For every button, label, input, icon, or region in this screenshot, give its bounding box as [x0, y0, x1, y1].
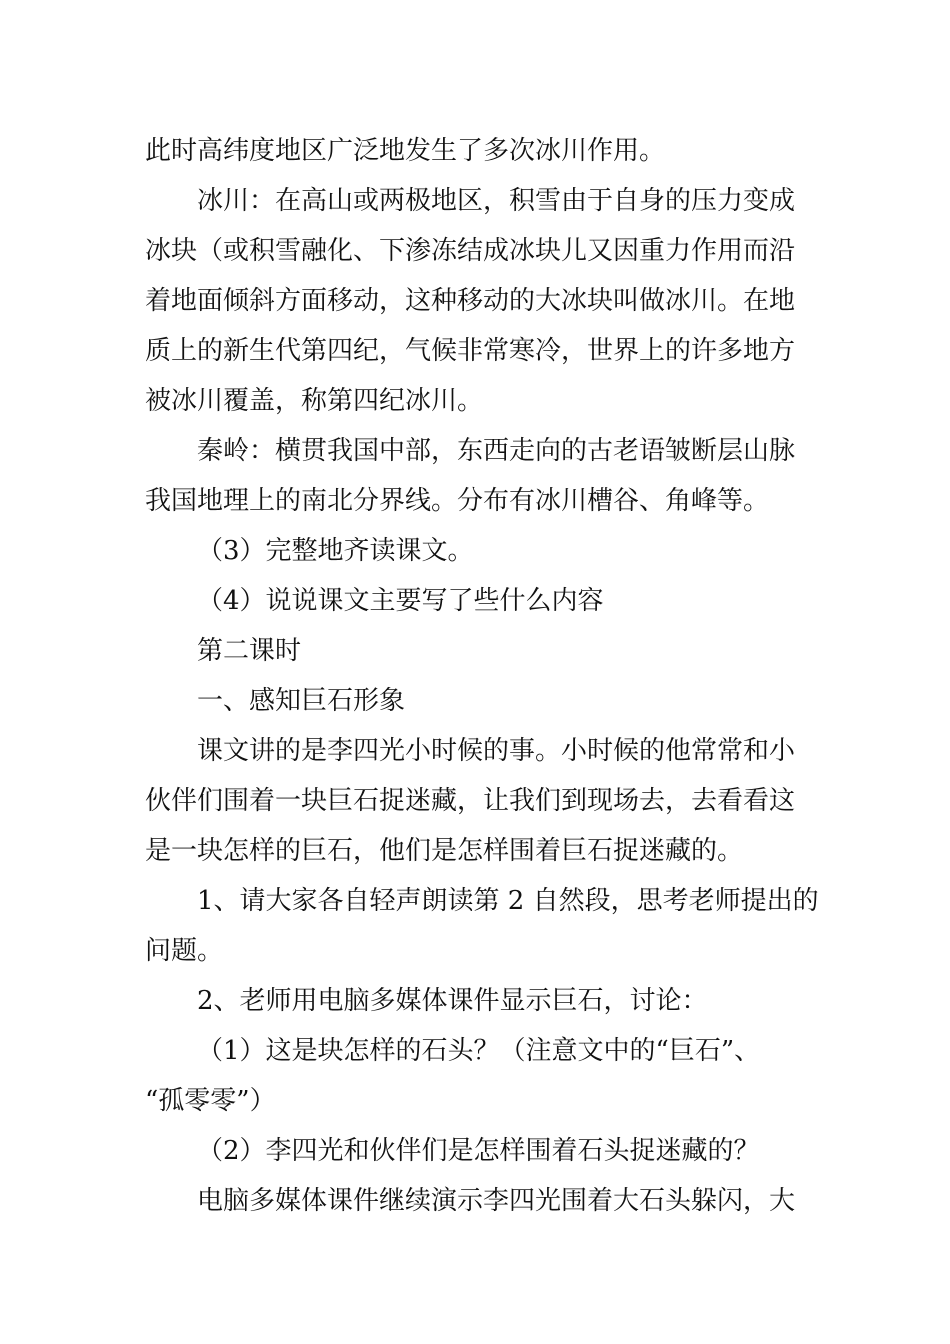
text-line: 被冰川覆盖，称第四纪冰川。: [145, 386, 484, 416]
text-line: （3）完整地齐读课文。: [197, 536, 474, 566]
text-line: 电脑多媒体课件继续演示李四光围着大石头躲闪，大: [197, 1186, 796, 1216]
text-line: （2）李四光和伙伴们是怎样围着石头捉迷藏的？: [197, 1136, 760, 1166]
text-line: “孤零零”）: [145, 1086, 276, 1116]
text-line: 秦岭：横贯我国中部，东西走向的古老语皱断层山脉: [197, 436, 796, 466]
section-heading: 一、感知巨石形象: [197, 686, 406, 716]
section-heading: 第二课时: [197, 636, 302, 666]
text-line: （4）说说课文主要写了些什么内容: [197, 586, 604, 616]
text-line: （1）这是块怎样的石头？（注意文中的“巨石”、: [197, 1036, 761, 1066]
text-line: 是一块怎样的巨石，他们是怎样围着巨石捉迷藏的。: [145, 836, 744, 866]
text-line: 问题。: [145, 936, 224, 966]
text-line: 冰块（或积雪融化、下渗冻结成冰块儿又因重力作用而沿: [145, 236, 796, 266]
text-line: 冰川：在高山或两极地区，积雪由于自身的压力变成: [197, 186, 796, 216]
text-line: 此时高纬度地区广泛地发生了多次冰川作用。: [145, 136, 666, 166]
text-line: 我国地理上的南北分界线。分布有冰川槽谷、角峰等。: [145, 486, 770, 516]
text-line: 1、请大家各自轻声朗读第 2 自然段，思考老师提出的: [197, 886, 819, 916]
text-line: 2、老师用电脑多媒体课件显示巨石，讨论：: [197, 986, 708, 1016]
text-line: 课文讲的是李四光小时候的事。小时候的他常常和小: [197, 736, 796, 766]
text-line: 伙伴们围着一块巨石捉迷藏，让我们到现场去，去看看这: [145, 786, 796, 816]
text-line: 质上的新生代第四纪，气候非常寒冷，世界上的许多地方: [145, 336, 796, 366]
text-line: 着地面倾斜方面移动，这种移动的大冰块叫做冰川。在地: [145, 286, 796, 316]
